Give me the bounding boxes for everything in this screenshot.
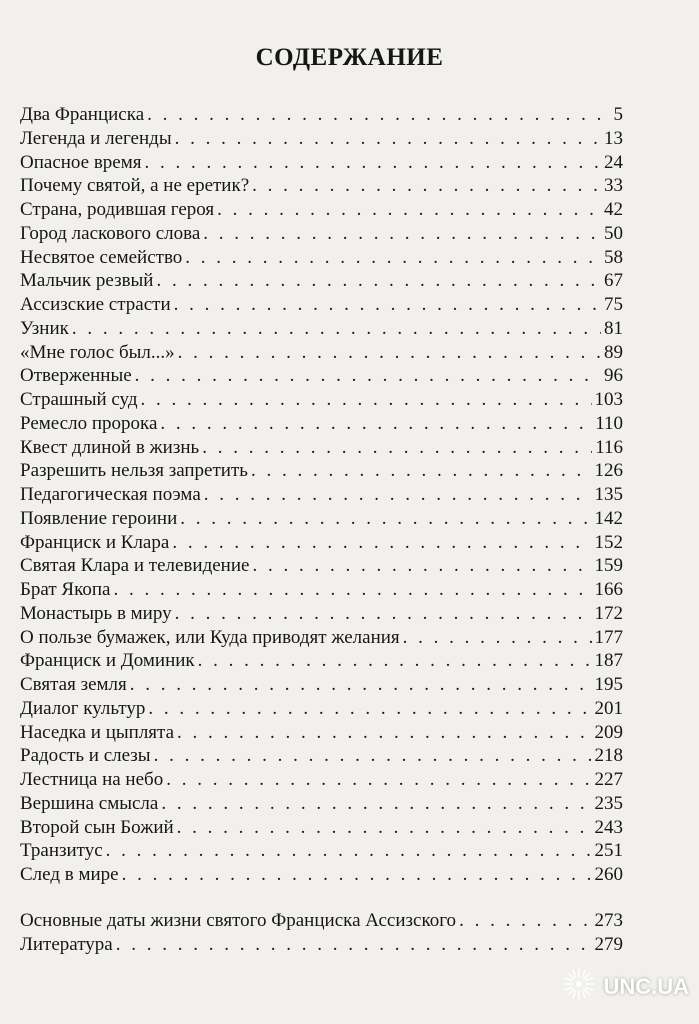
toc-entry-page: 50 bbox=[604, 222, 623, 244]
toc-entry-page: 251 bbox=[594, 840, 623, 862]
dot-leader bbox=[116, 933, 592, 957]
dot-leader bbox=[177, 816, 592, 840]
toc-entry bbox=[20, 673, 623, 697]
toc-entry-page: 177 bbox=[594, 626, 623, 648]
dot-leader bbox=[160, 412, 592, 436]
toc-entry-page: 75 bbox=[604, 294, 623, 315]
toc-entry-title: Появление героини bbox=[20, 507, 178, 529]
toc-entry-page: 67 bbox=[604, 270, 623, 292]
dot-leader bbox=[177, 721, 591, 745]
toc-entry-page: 126 bbox=[594, 460, 623, 482]
toc-entry bbox=[20, 388, 623, 412]
toc-entry bbox=[20, 507, 623, 531]
dot-leader bbox=[178, 341, 601, 365]
toc-entry-page: 89 bbox=[604, 341, 623, 363]
toc-entry bbox=[20, 317, 623, 341]
toc-entry bbox=[20, 721, 623, 745]
toc-entry bbox=[20, 364, 623, 388]
dot-leader bbox=[180, 507, 591, 531]
toc-entry-page: 166 bbox=[594, 579, 623, 600]
toc-entry bbox=[20, 768, 623, 792]
dot-leader bbox=[204, 483, 592, 507]
toc-entry-title: Брат Якопа bbox=[20, 579, 111, 600]
dot-leader bbox=[185, 246, 601, 270]
dot-leader bbox=[113, 578, 591, 602]
toc-entry bbox=[20, 839, 623, 863]
toc-entry-page: 24 bbox=[604, 151, 623, 173]
dot-leader bbox=[252, 554, 591, 578]
dot-leader bbox=[130, 673, 592, 697]
toc-entry-page: 5 bbox=[613, 104, 623, 125]
toc-entry-page: 33 bbox=[604, 175, 623, 197]
toc-entry-page: 13 bbox=[604, 127, 623, 149]
toc-entry-title: Город ласкового слова bbox=[20, 222, 201, 244]
toc-entry-title: Второй сын Божий bbox=[20, 816, 174, 838]
toc-entry-title: Монастырь в миру bbox=[20, 602, 172, 624]
dot-leader bbox=[403, 626, 592, 650]
toc-entry-page: 260 bbox=[594, 864, 623, 885]
toc-entry-title: Опасное время bbox=[20, 151, 142, 173]
toc-entry-page: 142 bbox=[594, 507, 623, 529]
toc-entry bbox=[20, 198, 623, 222]
dot-leader bbox=[122, 863, 592, 887]
toc-entry bbox=[20, 436, 623, 460]
toc-entry-title: Вершина смысла bbox=[20, 792, 159, 814]
toc-entry bbox=[20, 933, 623, 957]
toc-entry-title: «Мне голос был...» bbox=[20, 341, 175, 363]
toc-entry-page: 81 bbox=[604, 317, 623, 339]
toc-appendix bbox=[20, 909, 623, 957]
toc-entry-title: Педагогическая поэма bbox=[20, 484, 201, 505]
dot-leader bbox=[174, 293, 601, 317]
toc-entry-title: След в мире bbox=[20, 864, 119, 885]
toc-entry-page: 235 bbox=[594, 792, 623, 814]
toc-entry bbox=[20, 602, 623, 626]
toc-entry-title: Несвятое семейство bbox=[20, 246, 183, 268]
dot-leader bbox=[154, 744, 592, 768]
toc-entry-page: 152 bbox=[594, 531, 623, 553]
toc-entry-title: Франциск и Доминик bbox=[20, 650, 195, 672]
toc-entry-title: Радость и слезы bbox=[20, 745, 151, 767]
toc-entry bbox=[20, 341, 623, 365]
toc-entry-title: Диалог культур bbox=[20, 697, 146, 719]
dot-leader bbox=[198, 649, 592, 673]
toc-entry-page: 116 bbox=[595, 436, 623, 458]
toc-entry-title: Отверженные bbox=[20, 365, 132, 387]
dot-leader bbox=[202, 436, 592, 460]
toc-entry bbox=[20, 578, 623, 602]
toc-entry-title: Страшный суд bbox=[20, 389, 138, 410]
toc-entry bbox=[20, 293, 623, 317]
toc-entry-page: 103 bbox=[594, 389, 623, 410]
toc-entry bbox=[20, 697, 623, 721]
toc-entry-page: 201 bbox=[594, 697, 623, 719]
toc-entry-page: 273 bbox=[594, 909, 623, 931]
toc-entry-page: 135 bbox=[594, 484, 623, 505]
watermark bbox=[561, 966, 689, 1008]
sun-burst-icon bbox=[561, 966, 597, 1008]
page-title: СОДЕРЖАНИЕ bbox=[255, 44, 444, 71]
toc-entry-title: О пользе бумажек, или Куда приводят желания bbox=[20, 626, 400, 648]
dot-leader bbox=[172, 531, 591, 555]
dot-leader bbox=[141, 388, 592, 412]
dot-leader bbox=[251, 459, 592, 483]
dot-leader bbox=[161, 792, 591, 816]
toc-entry-title: Два Франциска bbox=[20, 104, 145, 125]
toc-entry-title: Мальчик резвый bbox=[20, 270, 154, 292]
toc-entry-title: Легенда и легенды bbox=[20, 127, 172, 149]
toc-entry-title: Лестница на небо bbox=[20, 769, 164, 790]
dot-leader bbox=[166, 768, 591, 792]
toc-entry bbox=[20, 459, 623, 483]
dot-leader bbox=[252, 174, 601, 198]
toc-entry bbox=[20, 483, 623, 507]
toc-entry-title: Франциск и Клара bbox=[20, 531, 170, 553]
toc-entry-title: Наседка и цыплята bbox=[20, 721, 175, 743]
toc-entry-title: Страна, родившая героя bbox=[20, 199, 215, 220]
toc-entry-page: 187 bbox=[594, 650, 623, 672]
toc-entry bbox=[20, 127, 623, 151]
toc-entry-title: Литература bbox=[20, 933, 113, 955]
dot-leader bbox=[175, 602, 592, 626]
toc-entry-page: 218 bbox=[594, 745, 623, 767]
dot-leader bbox=[203, 222, 601, 246]
toc-entry bbox=[20, 554, 623, 578]
toc-entry bbox=[20, 816, 623, 840]
toc-entry-title: Почему святой, а не еретик? bbox=[20, 175, 250, 197]
toc-entry-title: Святая земля bbox=[20, 674, 127, 695]
toc-entry-title: Разрешить нельзя запретить bbox=[20, 460, 248, 482]
toc-entry-page: 96 bbox=[604, 365, 623, 387]
dot-leader bbox=[106, 839, 592, 863]
toc-entries bbox=[20, 103, 623, 887]
toc-entry-page: 279 bbox=[594, 933, 623, 955]
dot-leader bbox=[72, 317, 601, 341]
toc-entry bbox=[20, 151, 623, 175]
toc-entry bbox=[20, 649, 623, 673]
toc-entry bbox=[20, 174, 623, 198]
watermark-text: UNC.UA bbox=[603, 974, 689, 999]
toc-entry-title: Квест длиной в жизнь bbox=[20, 436, 200, 458]
toc-entry bbox=[20, 246, 623, 270]
toc-entry bbox=[20, 103, 623, 127]
dot-leader bbox=[145, 151, 601, 175]
toc-entry bbox=[20, 792, 623, 816]
toc-entry-page: 42 bbox=[604, 199, 623, 220]
toc-entry-title: Святая Клара и телевидение bbox=[20, 555, 250, 577]
dot-leader bbox=[135, 364, 601, 388]
toc-entry-title: Ассизские страсти bbox=[20, 294, 171, 315]
toc-entry-title: Ремесло пророка bbox=[20, 412, 158, 434]
dot-leader bbox=[156, 269, 601, 293]
dot-leader bbox=[217, 198, 601, 222]
toc-entry-page: 110 bbox=[595, 412, 623, 434]
toc-entry bbox=[20, 863, 623, 887]
toc-entry-page: 243 bbox=[594, 816, 623, 838]
toc-entry bbox=[20, 909, 623, 933]
toc-entry bbox=[20, 412, 623, 436]
dot-leader bbox=[175, 127, 601, 151]
dot-leader bbox=[459, 909, 591, 933]
table-of-contents bbox=[20, 103, 623, 956]
toc-entry bbox=[20, 269, 623, 293]
toc-entry-title: Узник bbox=[20, 317, 69, 339]
toc-entry bbox=[20, 744, 623, 768]
dot-leader bbox=[147, 103, 610, 127]
toc-entry bbox=[20, 626, 623, 650]
toc-entry bbox=[20, 531, 623, 555]
toc-entry-page: 172 bbox=[594, 602, 623, 624]
toc-entry-title: Основные даты жизни святого Франциска Ассизского bbox=[20, 909, 457, 931]
toc-entry-page: 195 bbox=[594, 674, 623, 695]
toc-entry bbox=[20, 222, 623, 246]
section-gap bbox=[20, 887, 623, 909]
toc-entry-page: 58 bbox=[604, 246, 623, 268]
toc-entry-page: 209 bbox=[594, 721, 623, 743]
toc-entry-page: 227 bbox=[594, 769, 623, 790]
toc-entry-page: 159 bbox=[594, 555, 623, 577]
dot-leader bbox=[148, 697, 591, 721]
toc-entry-title: Транзитус bbox=[20, 840, 103, 862]
